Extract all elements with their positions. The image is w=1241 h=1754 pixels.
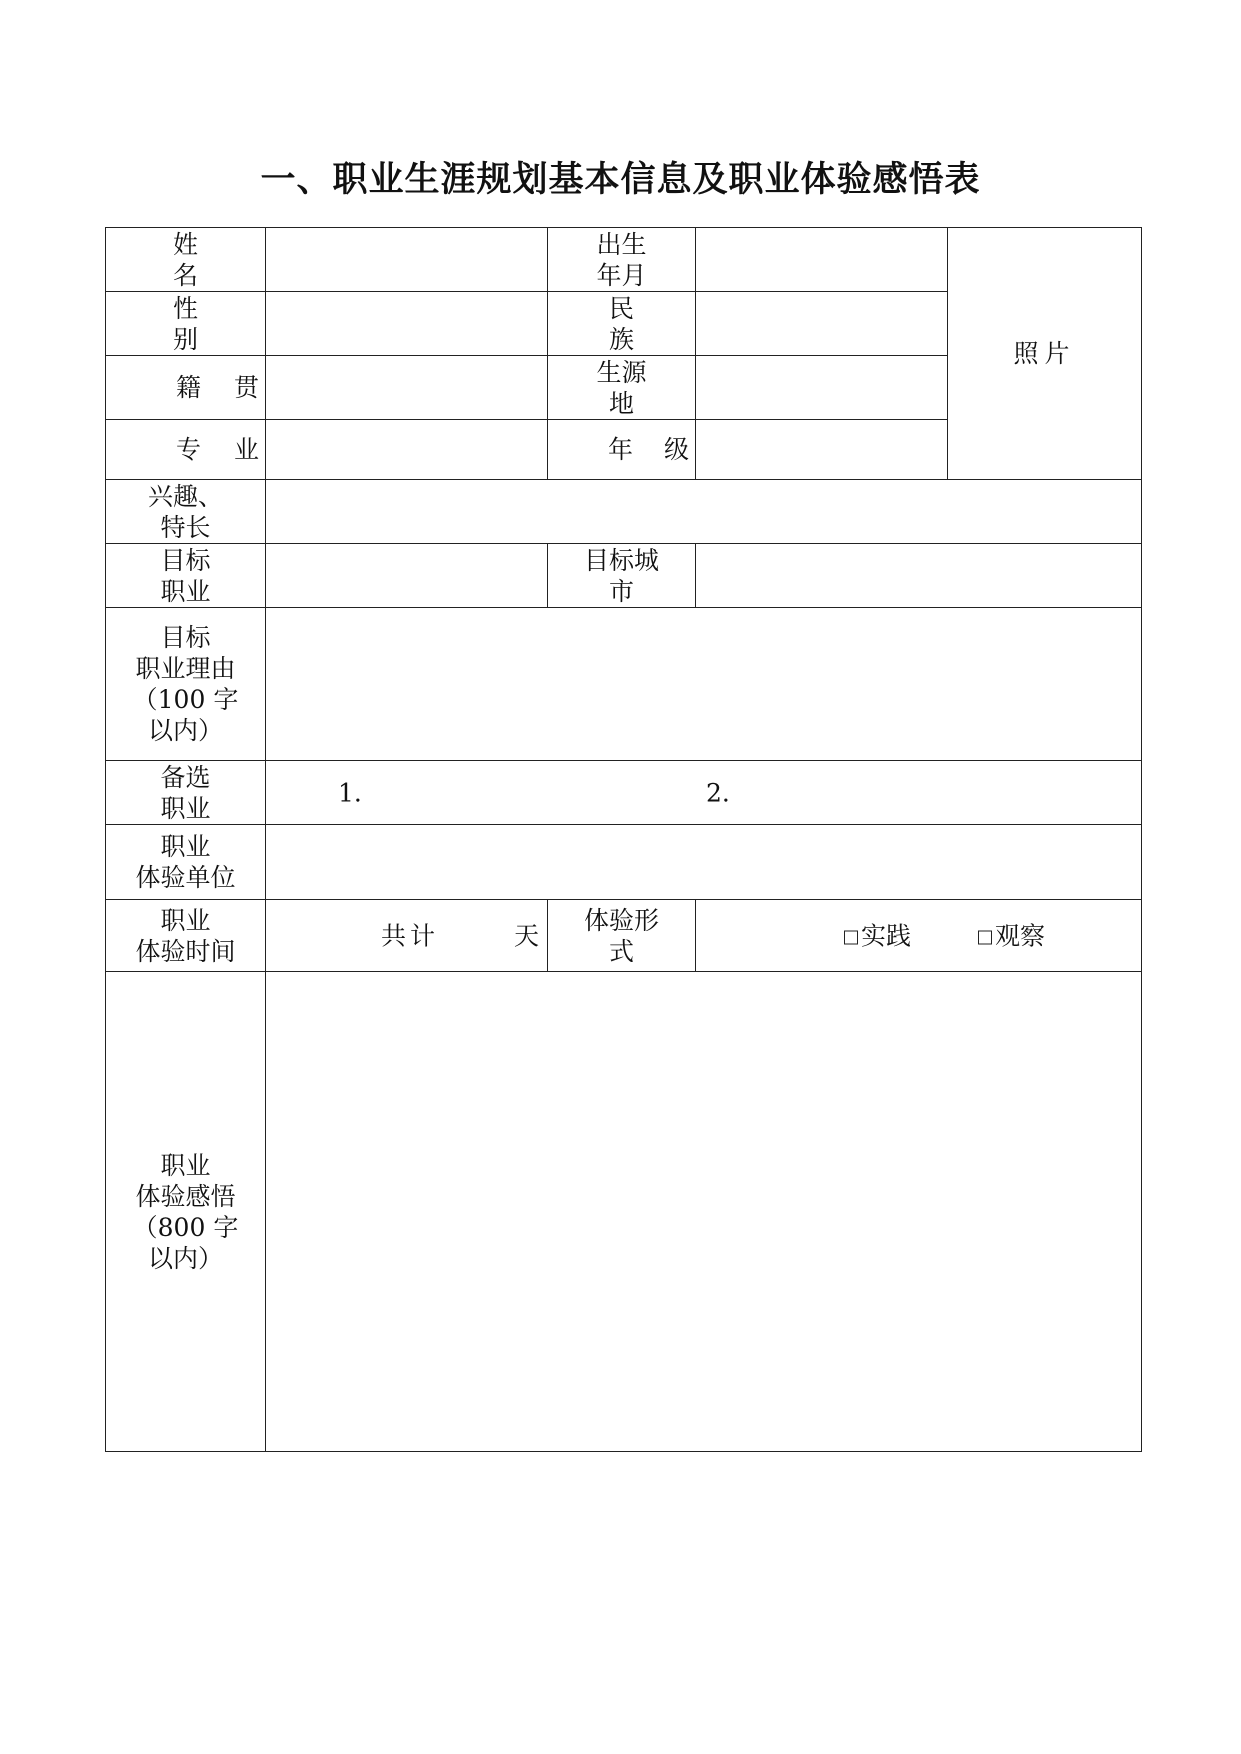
exp-unit-field[interactable] — [266, 825, 1142, 900]
target-job-label: 目标 职业 — [106, 544, 266, 608]
birth-label: 出生 年月 — [548, 228, 696, 292]
interests-field[interactable] — [266, 480, 1142, 544]
total-label: 共计 — [381, 921, 440, 950]
exp-reflection-label: 职业 体验感悟 （800 字 以内） — [106, 972, 266, 1452]
alt-jobs-label: 备选 职业 — [106, 761, 266, 825]
table-row — [106, 228, 1142, 292]
gender-label: 性 别 — [106, 292, 266, 356]
birth-field[interactable] — [696, 228, 948, 292]
ethnicity-field[interactable] — [696, 292, 948, 356]
origin-field[interactable] — [696, 356, 948, 420]
page-title: 一、职业生涯规划基本信息及职业体验感悟表 — [260, 160, 981, 200]
days-label: 天 — [513, 921, 539, 950]
target-reason-field[interactable] — [266, 608, 1142, 761]
name-label: 姓 名 — [106, 228, 266, 292]
table-row — [106, 900, 1142, 972]
alt-jobs-field[interactable] — [266, 761, 1142, 825]
exp-form-options — [696, 900, 1142, 972]
table-row — [106, 480, 1142, 544]
alt-job-1: 1. — [338, 778, 362, 807]
origin-label: 生源 地 — [548, 356, 696, 420]
gender-field[interactable] — [266, 292, 548, 356]
table-row — [106, 972, 1142, 1452]
target-city-label: 目标城 市 — [548, 544, 696, 608]
photo-label: 照片 — [1013, 339, 1076, 368]
practice-option[interactable]: 实践 — [844, 920, 911, 951]
grade-field[interactable] — [696, 420, 948, 480]
target-city-field[interactable] — [696, 544, 1142, 608]
exp-time-label: 职业 体验时间 — [106, 900, 266, 972]
exp-form-label: 体验形 式 — [548, 900, 696, 972]
table-row — [106, 761, 1142, 825]
grade-label: 年 级 — [548, 420, 696, 480]
exp-unit-label: 职业 体验单位 — [106, 825, 266, 900]
exp-time-field[interactable] — [266, 900, 548, 972]
ethnicity-label: 民 族 — [548, 292, 696, 356]
table-row — [106, 825, 1142, 900]
observe-option[interactable]: 观察 — [978, 920, 1045, 951]
name-field[interactable] — [266, 228, 548, 292]
interests-label: 兴趣、 特长 — [106, 480, 266, 544]
target-job-field[interactable] — [266, 544, 548, 608]
observe-checkbox[interactable] — [978, 931, 992, 945]
table-row — [106, 544, 1142, 608]
major-field[interactable] — [266, 420, 548, 480]
hometown-field[interactable] — [266, 356, 548, 420]
exp-reflection-field[interactable] — [266, 972, 1142, 1452]
major-label: 专 业 — [106, 420, 266, 480]
target-reason-label: 目标 职业理由 （100 字 以内） — [106, 608, 266, 761]
practice-checkbox[interactable] — [844, 931, 858, 945]
hometown-label: 籍 贯 — [106, 356, 266, 420]
photo-box[interactable] — [948, 228, 1142, 480]
alt-job-2: 2. — [706, 778, 730, 807]
info-form-table — [105, 227, 1142, 1452]
table-row — [106, 608, 1142, 761]
